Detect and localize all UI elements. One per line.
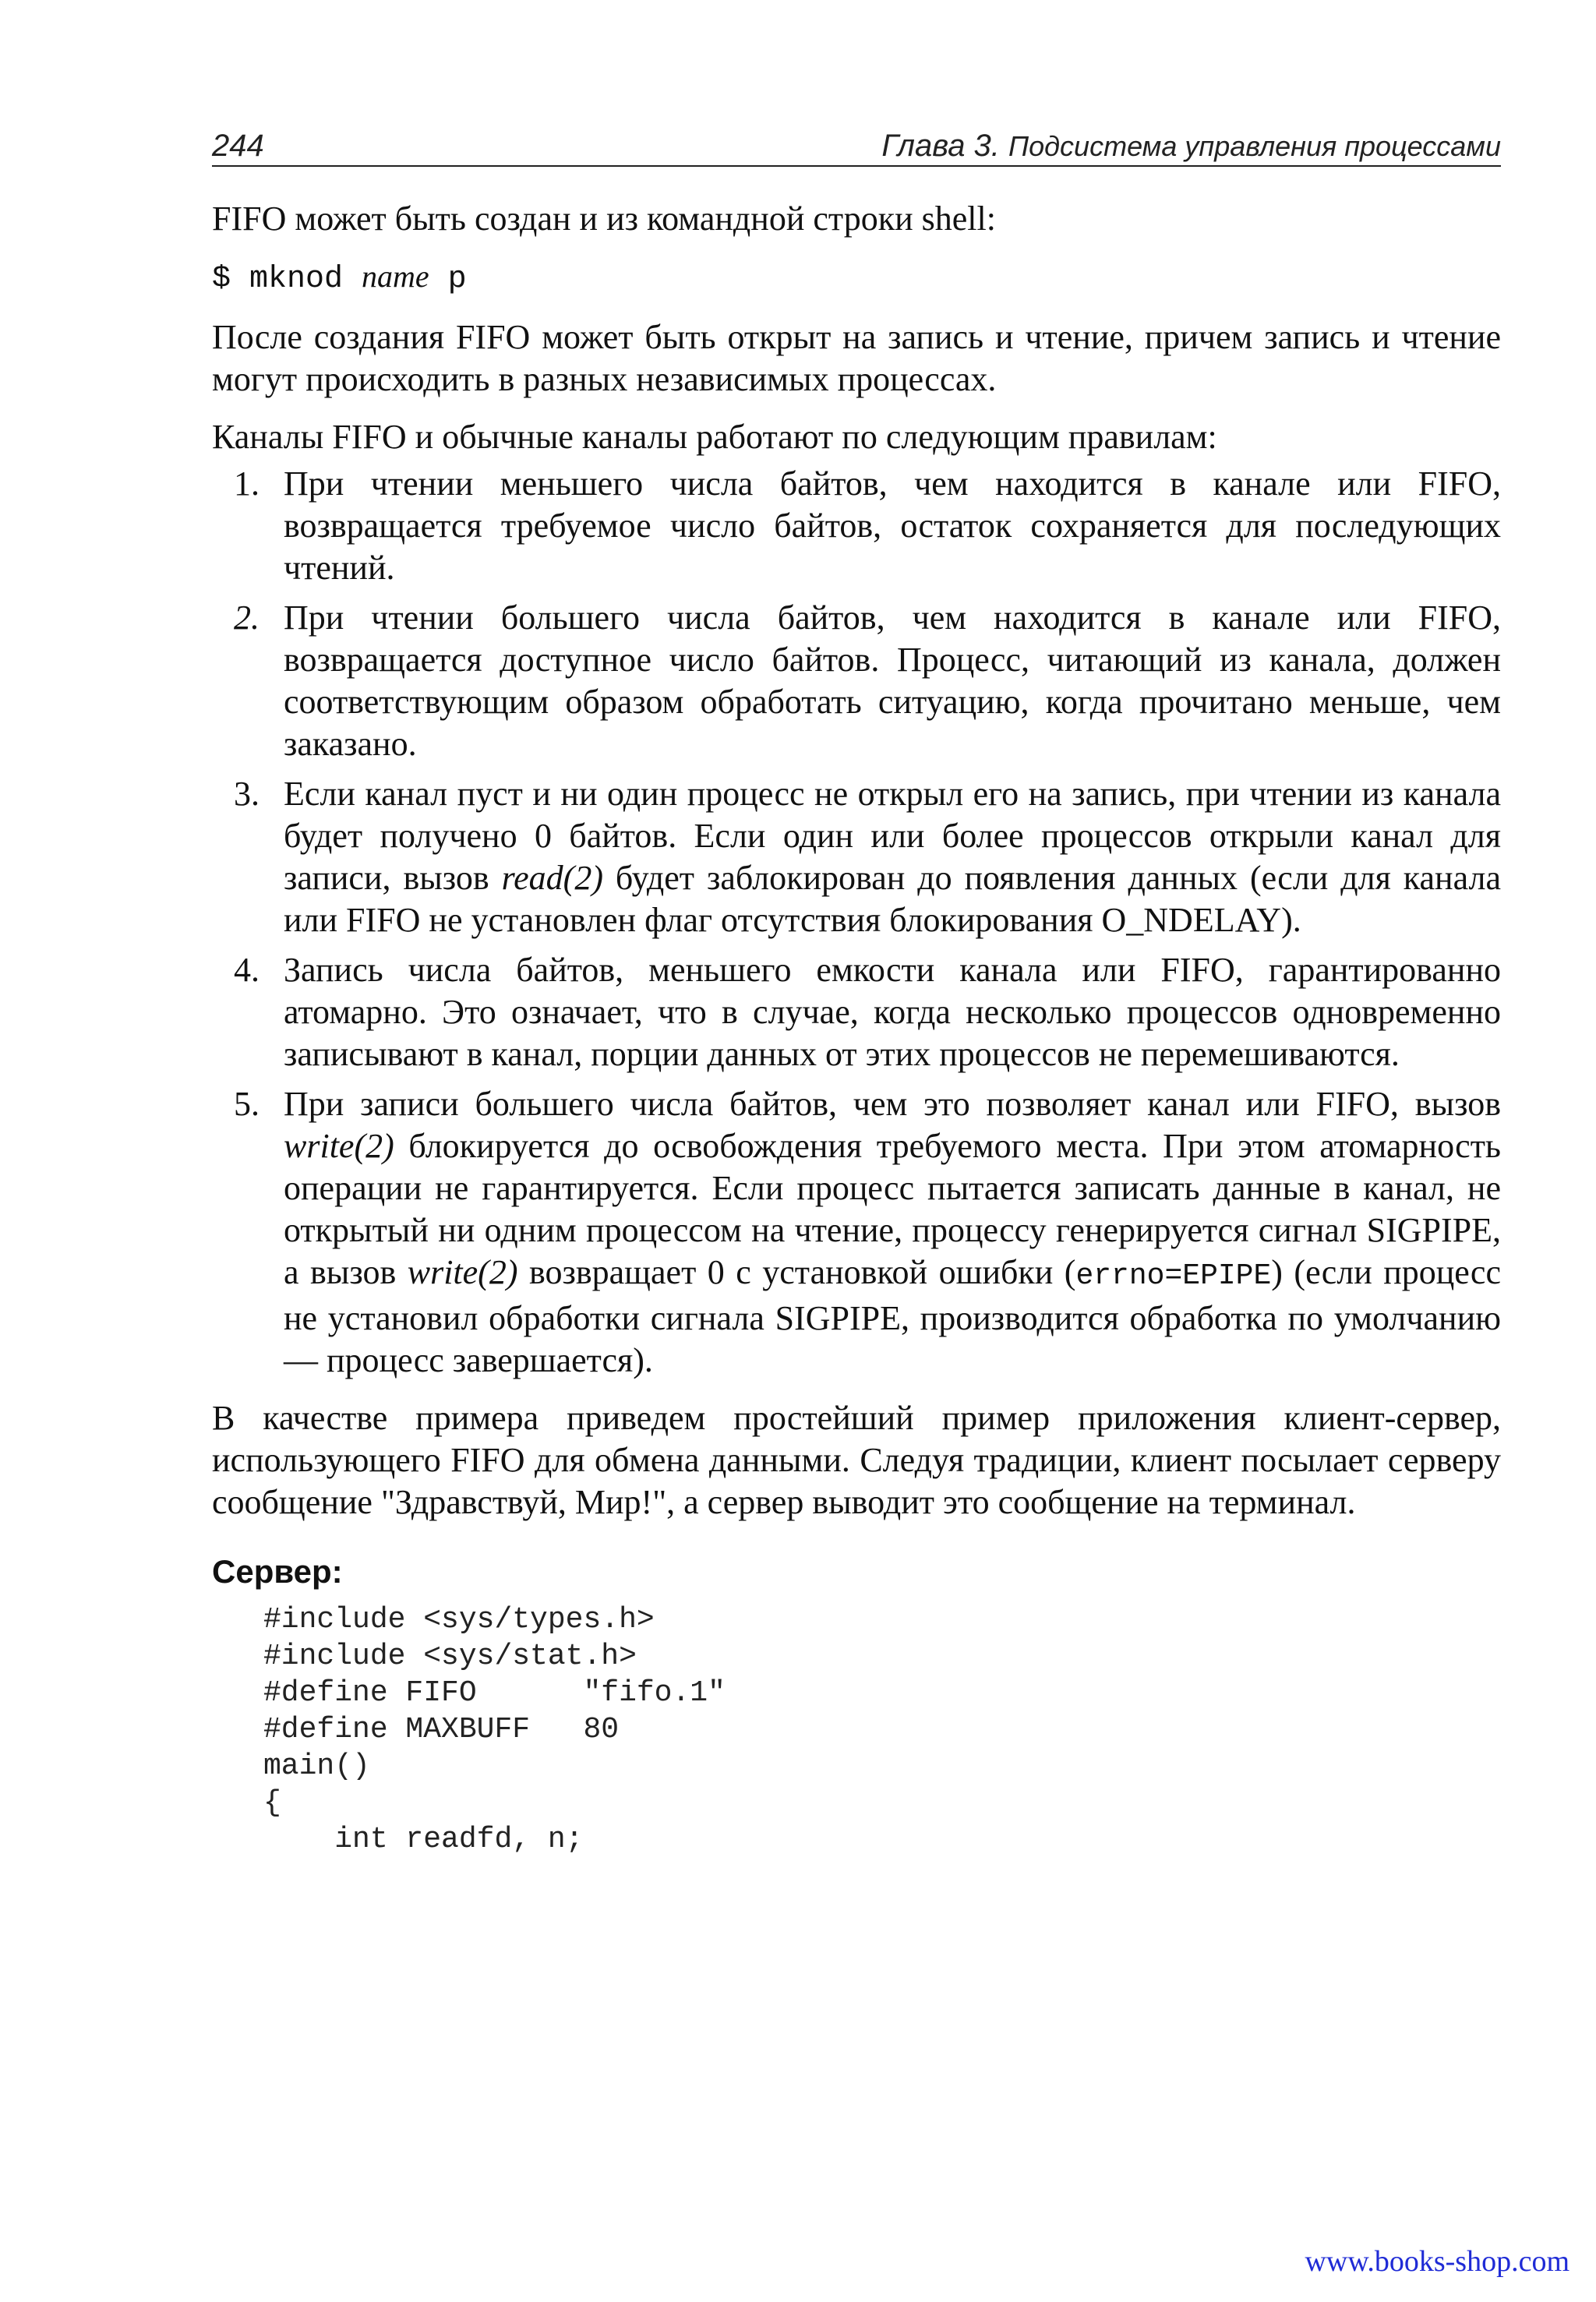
rule-item: 4. Запись числа байтов, меньшего емкости канала или FIFO, гарантированно атомарно. Это означает, что в случае, когда несколько процессов одновременно записывают в канал, порции данных от этих процессов не перемешиваются. <box>234 951 1501 1073</box>
section-title: Сервер: <box>212 1553 343 1590</box>
read-call: read(2) <box>501 859 603 897</box>
watermark-link[interactable]: www.books-shop.com <box>1305 2245 1570 2278</box>
rule-item: 3. Если канал пуст и ни один процесс не открыл его на запись, при чтении из канала будет получено 0 байтов. Если один или более процессов открыли канал для записи, вызов read(2) будет заблокирован до появления данных (если для канала или FIFO не установлен флаг отсутствия блокирования O_NDELAY). <box>234 775 1501 939</box>
rules-list <box>212 463 1501 1382</box>
errno-code: errno=EPIPE <box>1075 1259 1272 1293</box>
rule-item: 2. При чтении большего числа байтов, чем находится в канале или FIFO, возвращается доступное число байтов. Процесс, читающий из канала, должен соответствующим образом обработать ситуацию, когда прочитано меньше, чем заказано. <box>234 598 1501 763</box>
code-listing: #include <sys/types.h> #include <sys/stat.h> #define FIFO "fifo.1" #define MAXBUFF 80 main() { int readfd, n; <box>263 1603 726 1856</box>
intro-line: FIFO может быть создан и из командной строки shell: <box>212 199 996 238</box>
page-number: 244 <box>212 129 264 163</box>
running-header <box>212 117 1501 167</box>
rule-item: 1. При чтении меньшего числа байтов, чем находится в канале или FIFO, возвращается требуемое число байтов, остаток сохраняется для последующих чтений. <box>234 464 1501 587</box>
write-call: write(2) <box>407 1253 518 1291</box>
after-creation-paragraph: После создания FIFO может быть открыт на запись и чтение, причем запись и чтение могут происходить в разных независимых процессах. <box>212 318 1501 398</box>
mknod-command: $ mknod name p <box>212 259 467 297</box>
example-paragraph: В качестве примера приведем простейший пример приложения клиент-сервер, использующего FIFO для обмена данными. Следуя традиции, клиент посылает серверу сообщение "Здравствуй, Мир!", а сервер выводит это сообщение на терминал. <box>212 1399 1501 1521</box>
chapter-title: Глава 3. Подсистема управления процессами <box>881 129 1501 163</box>
rules-intro: Каналы FIFO и обычные каналы работают по следующим правилам: <box>212 418 1217 456</box>
book-page <box>212 117 1501 1858</box>
write-call: write(2) <box>284 1127 394 1165</box>
rule-item: 5. При записи большего числа байтов, чем это позволяет канал или FIFO, вызов write(2) блокируется до освобождения требуемого места. При этом атомарность операции не гарантируется. Если процесс пытается записать данные в канал, не открытый ни одним процессом на чтение, процессу генерируется сигнал SIGPIPE, а вызов write(2) возвращает 0 с установкой ошибки (errno=EPIPE) (если процесс не установил обработки сигнала SIGPIPE, производится обработка по умолчанию — процесс завершается). <box>234 1085 1501 1379</box>
